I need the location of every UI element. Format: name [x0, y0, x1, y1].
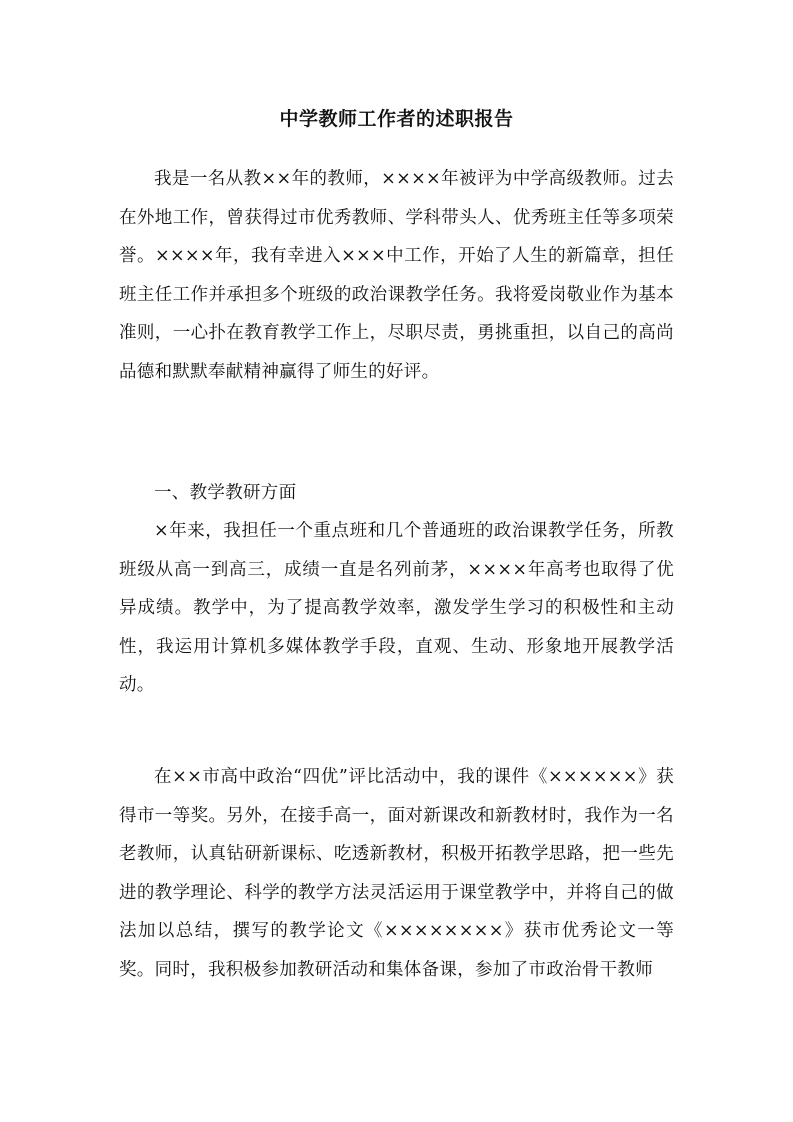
- section-heading: 一、教学教研方面: [154, 483, 297, 503]
- section-paragraph-1: ×年来，我担任一个重点班和几个普通班的政治课教学任务，所教班级从高一到高三，成绩一直是名列前茅，××××年高考也取得了优异成绩。教学中，为了提高教学效率，激发学生学习的积极性和主动性，我运用计算机多媒体教学手段，直观、生动、形象地开展教学活动。: [119, 521, 674, 695]
- document-title: 中学教师工作者的述职报告: [279, 108, 514, 130]
- intro-paragraph: 我是一名从教××年的教师，××××年被评为中学高级教师。过去在外地工作，曾获得过市优秀教师、学科带头人、优秀班主任等多项荣誉。××××年，我有幸进入×××中工作，开始了人生的新篇章，担任班主任工作并承担多个班级的政治课教学任务。我将爱岗敬业作为基本准则，一心扑在教育教学工作上，尽职尽责，勇挑重担，以自己的高尚品德和默默奉献精神赢得了师生的好评。: [119, 169, 674, 382]
- section-paragraph-2: 在××市高中政治“四优”评比活动中，我的课件《××××××》获得市一等奖。另外，在接手高一，面对新课改和新教材时，我作为一名老教师，认真钻研新课标、吃透新教材，积极开拓教学思路，把一些先进的教学理论、科学的教学方法灵活运用于课堂教学中，并将自己的做法加以总结，撰写的教学论文《××××××××》获市优秀论文一等奖。同时，我积极参加教研活动和集体备课，参加了市政治骨干教师: [119, 767, 674, 980]
